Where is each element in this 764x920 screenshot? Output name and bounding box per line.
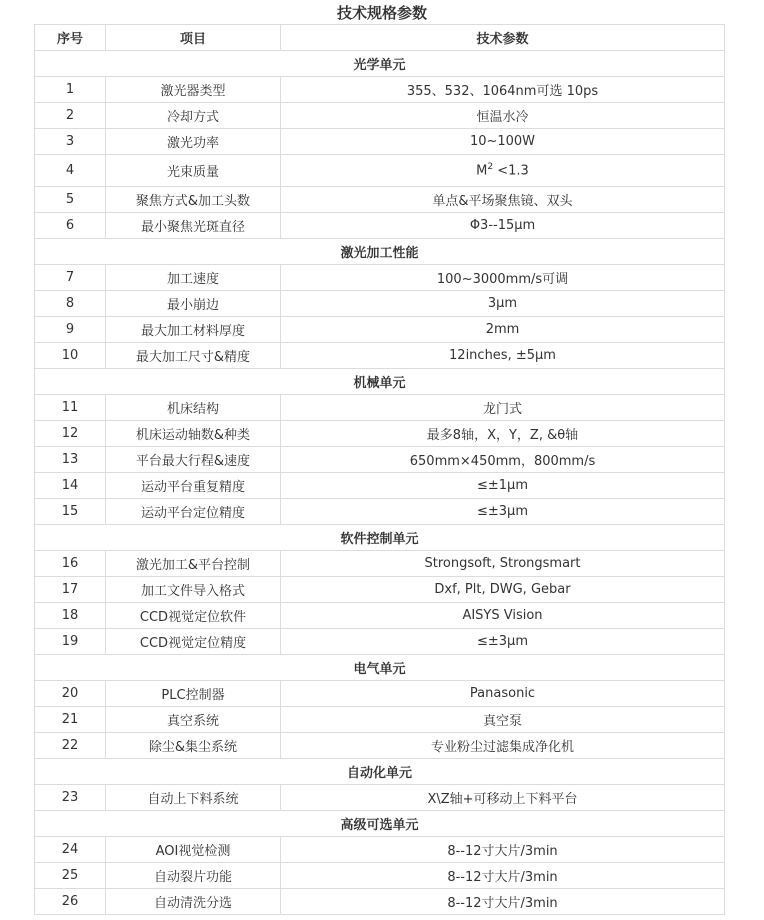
row-item: CCD视觉定位精度 [106,629,281,655]
table-row [35,395,725,421]
row-number: 12 [35,421,106,447]
row-item: 冷却方式 [106,103,281,129]
row-item: 激光加工&平台控制 [106,551,281,577]
row-item: 加工文件导入格式 [106,577,281,603]
row-spec: Dxf, Plt, DWG, Gebar [281,577,725,603]
row-number: 6 [35,213,106,239]
row-spec: AISYS Vision [281,603,725,629]
spec-table [34,24,725,915]
row-spec: 最多8轴，X，Y，Z, &θ轴 [281,421,725,447]
header-item: 项目 [106,25,281,51]
row-item: 最大加工尺寸&精度 [106,343,281,369]
row-number: 15 [35,499,106,525]
table-row [35,155,725,187]
row-spec: 650mm×450mm，800mm/s [281,447,725,473]
row-spec: Φ3--15μm [281,213,725,239]
row-number: 11 [35,395,106,421]
row-number: 5 [35,187,106,213]
row-item: 除尘&集尘系统 [106,733,281,759]
row-item: 激光功率 [106,129,281,155]
row-spec: 恒温水冷 [281,103,725,129]
row-number: 2 [35,103,106,129]
table-header-row [35,25,725,51]
row-spec: 100~3000mm/s可调 [281,265,725,291]
row-number: 13 [35,447,106,473]
row-item: 自动裂片功能 [106,863,281,889]
table-row [35,785,725,811]
row-spec: X\Z轴+可移动上下料平台 [281,785,725,811]
table-row [35,213,725,239]
table-row [35,733,725,759]
section-row [35,239,725,265]
row-spec: ≤±3μm [281,499,725,525]
row-number: 18 [35,603,106,629]
spec-superscript: 2 [487,162,494,173]
row-number: 3 [35,129,106,155]
row-spec: 10~100W [281,129,725,155]
row-item: 平台最大行程&速度 [106,447,281,473]
row-number: 1 [35,77,106,103]
row-spec: Strongsoft, Strongsmart [281,551,725,577]
row-number: 4 [35,155,106,187]
table-row [35,837,725,863]
row-item: 机床运动轴数&种类 [106,421,281,447]
row-item: 最大加工材料厚度 [106,317,281,343]
row-number: 23 [35,785,106,811]
spec-text: <1.3 [493,163,529,179]
row-item: 激光器类型 [106,77,281,103]
section-title: 高级可选单元 [35,811,725,837]
row-number: 10 [35,343,106,369]
table-row [35,863,725,889]
row-number: 24 [35,837,106,863]
table-row [35,265,725,291]
row-number: 19 [35,629,106,655]
table-row [35,551,725,577]
section-title: 软件控制单元 [35,525,725,551]
row-spec: 12inches, ±5μm [281,343,725,369]
row-spec: 8--12寸大片/3min [281,863,725,889]
row-item: CCD视觉定位软件 [106,603,281,629]
section-title: 光学单元 [35,51,725,77]
row-number: 7 [35,265,106,291]
section-title: 自动化单元 [35,759,725,785]
row-number: 21 [35,707,106,733]
table-row [35,421,725,447]
row-number: 8 [35,291,106,317]
section-title: 机械单元 [35,369,725,395]
row-item: 运动平台定位精度 [106,499,281,525]
row-item: 最小聚焦光斑直径 [106,213,281,239]
table-row [35,317,725,343]
row-item: AOI视觉检测 [106,837,281,863]
section-title: 激光加工性能 [35,239,725,265]
table-row [35,499,725,525]
row-spec: 8--12寸大片/3min [281,837,725,863]
row-item: 真空系统 [106,707,281,733]
table-row [35,447,725,473]
row-number: 14 [35,473,106,499]
row-spec: 单点&平场聚焦镜、双头 [281,187,725,213]
row-item: 自动上下料系统 [106,785,281,811]
row-item: 最小崩边 [106,291,281,317]
row-number: 22 [35,733,106,759]
table-row [35,889,725,915]
spec-table-body [35,25,725,915]
table-row [35,707,725,733]
table-row [35,129,725,155]
row-item: 加工速度 [106,265,281,291]
row-spec: ≤±3μm [281,629,725,655]
section-row [35,51,725,77]
row-spec: 2mm [281,317,725,343]
table-row [35,187,725,213]
header-spec: 技术参数 [281,25,725,51]
row-spec: ≤±1μm [281,473,725,499]
row-spec: Panasonic [281,681,725,707]
row-spec [281,155,725,187]
row-number: 26 [35,889,106,915]
header-no: 序号 [35,25,106,51]
row-spec: 3μm [281,291,725,317]
table-row [35,77,725,103]
row-number: 9 [35,317,106,343]
row-number: 16 [35,551,106,577]
section-row [35,655,725,681]
row-spec: 355、532、1064nm可选 10ps [281,77,725,103]
table-row [35,681,725,707]
page-title: 技术规格参数 [336,4,427,22]
section-title: 电气单元 [35,655,725,681]
row-item: 聚焦方式&加工头数 [106,187,281,213]
row-item: 光束质量 [106,155,281,187]
row-item: PLC控制器 [106,681,281,707]
table-row [35,577,725,603]
section-row [35,811,725,837]
table-row [35,343,725,369]
section-row [35,369,725,395]
table-row [35,291,725,317]
spec-text: M [476,163,488,179]
table-row [35,473,725,499]
section-row [35,759,725,785]
table-row [35,629,725,655]
row-item: 机床结构 [106,395,281,421]
row-number: 20 [35,681,106,707]
table-row [35,603,725,629]
table-row [35,103,725,129]
section-row [35,525,725,551]
row-spec: 8--12寸大片/3min [281,889,725,915]
row-item: 自动清洗分选 [106,889,281,915]
row-spec: 龙门式 [281,395,725,421]
row-spec: 专业粉尘过滤集成净化机 [281,733,725,759]
row-number: 17 [35,577,106,603]
row-spec: 真空泵 [281,707,725,733]
row-number: 25 [35,863,106,889]
row-item: 运动平台重复精度 [106,473,281,499]
